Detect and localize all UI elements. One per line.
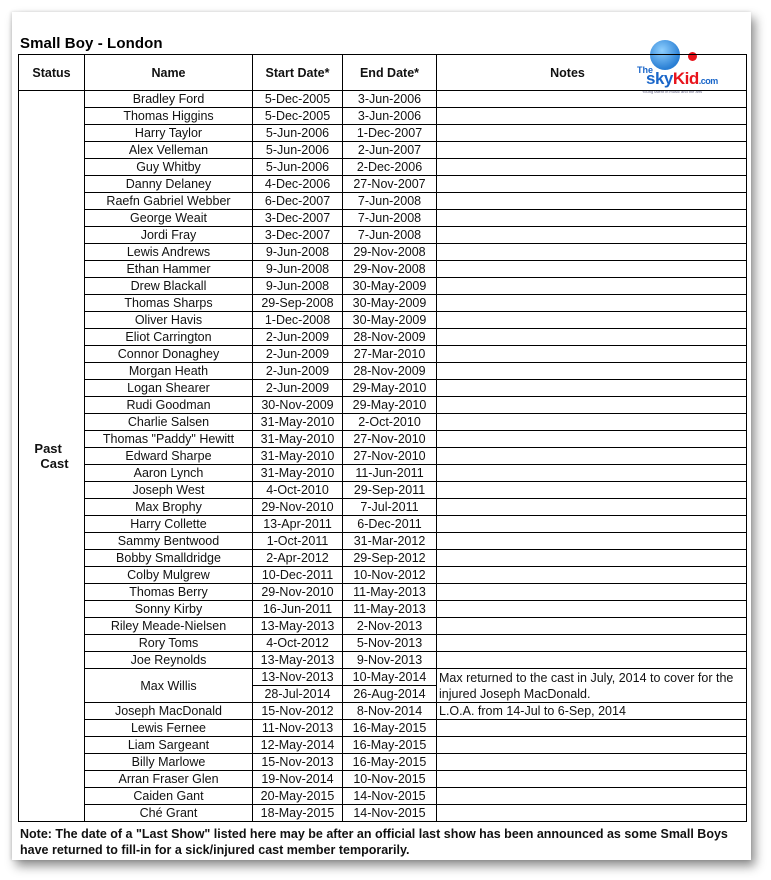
name-cell: Arran Fraser Glen (85, 771, 253, 788)
start-date-cell: 31-May-2010 (253, 448, 343, 465)
notes-cell (437, 516, 747, 533)
notes-cell (437, 278, 747, 295)
start-date-cell: 3-Dec-2007 (253, 210, 343, 227)
name-cell: Guy Whitby (85, 159, 253, 176)
name-cell: Thomas "Paddy" Hewitt (85, 431, 253, 448)
notes-cell (437, 754, 747, 771)
start-date-cell: 12-May-2014 (253, 737, 343, 754)
table-row (19, 754, 747, 771)
end-date-cell: 11-May-2013 (343, 601, 437, 618)
end-date-cell: 2-Oct-2010 (343, 414, 437, 431)
start-date-cell: 30-Nov-2009 (253, 397, 343, 414)
name-cell: Colby Mulgrew (85, 567, 253, 584)
table-row (19, 482, 747, 499)
end-date-cell: 29-Nov-2008 (343, 244, 437, 261)
name-cell: Oliver Havis (85, 312, 253, 329)
table-row (19, 193, 747, 210)
end-date-cell: 10-Nov-2015 (343, 771, 437, 788)
name-cell: Harry Taylor (85, 125, 253, 142)
name-cell: Connor Donaghey (85, 346, 253, 363)
start-date-cell: 13-May-2013 (253, 618, 343, 635)
notes-cell: L.O.A. from 14-Jul to 6-Sep, 2014 (437, 703, 747, 720)
table-row (19, 261, 747, 278)
table-row (19, 312, 747, 329)
notes-cell (437, 618, 747, 635)
notes-cell (437, 448, 747, 465)
end-date-cell: 16-May-2015 (343, 737, 437, 754)
start-date-cell: 19-Nov-2014 (253, 771, 343, 788)
table-row (19, 227, 747, 244)
name-cell: Alex Velleman (85, 142, 253, 159)
name-cell: Riley Meade-Nielsen (85, 618, 253, 635)
notes-cell (437, 499, 747, 516)
table-row (19, 363, 747, 380)
start-date-cell: 6-Dec-2007 (253, 193, 343, 210)
start-date-cell: 2-Jun-2009 (253, 363, 343, 380)
start-date-cell: 4-Dec-2006 (253, 176, 343, 193)
end-date-cell: 6-Dec-2011 (343, 516, 437, 533)
end-date-cell: 7-Jun-2008 (343, 210, 437, 227)
start-date-cell: 18-May-2015 (253, 805, 343, 822)
name-cell: Joe Reynolds (85, 652, 253, 669)
notes-cell (437, 346, 747, 363)
start-date-cell: 31-May-2010 (253, 465, 343, 482)
start-date-cell: 4-Oct-2012 (253, 635, 343, 652)
notes-cell (437, 652, 747, 669)
cast-table (18, 54, 747, 822)
notes-cell (437, 380, 747, 397)
table-row (19, 652, 747, 669)
start-date-cell: 9-Jun-2008 (253, 278, 343, 295)
name-cell: Ché Grant (85, 805, 253, 822)
table-row (19, 635, 747, 652)
name-cell: Max Willis (85, 669, 253, 703)
notes-cell (437, 295, 747, 312)
end-date-cell: 9-Nov-2013 (343, 652, 437, 669)
end-date-cell: 16-May-2015 (343, 754, 437, 771)
header-start-date: Start Date* (253, 55, 343, 91)
start-date-cell: 2-Jun-2009 (253, 329, 343, 346)
name-cell: Bradley Ford (85, 91, 253, 108)
notes-cell (437, 567, 747, 584)
name-cell: Joseph MacDonald (85, 703, 253, 720)
table-row (19, 465, 747, 482)
notes-cell (437, 737, 747, 754)
table-row (19, 431, 747, 448)
name-cell: Max Brophy (85, 499, 253, 516)
start-date-cell: 15-Nov-2012 (253, 703, 343, 720)
end-date-cell: 2-Dec-2006 (343, 159, 437, 176)
name-cell: George Weait (85, 210, 253, 227)
name-cell: Liam Sargeant (85, 737, 253, 754)
notes-cell (437, 142, 747, 159)
end-date-cell: 11-Jun-2011 (343, 465, 437, 482)
end-date-cell: 30-May-2009 (343, 278, 437, 295)
table-row (19, 516, 747, 533)
start-date-cell: 28-Jul-2014 (253, 686, 343, 703)
end-date-cell: 3-Jun-2006 (343, 108, 437, 125)
table-row (19, 329, 747, 346)
end-date-cell: 16-May-2015 (343, 720, 437, 737)
end-date-cell: 27-Nov-2007 (343, 176, 437, 193)
notes-cell (437, 159, 747, 176)
name-cell: Charlie Salsen (85, 414, 253, 431)
start-date-cell: 5-Jun-2006 (253, 125, 343, 142)
status-label (34, 441, 68, 471)
name-cell: Aaron Lynch (85, 465, 253, 482)
table-row (19, 414, 747, 431)
table-row (19, 295, 747, 312)
table-row (19, 533, 747, 550)
table-row (19, 805, 747, 822)
logo-tagline: Young talent in music and the arts (642, 89, 703, 94)
notes-cell (437, 125, 747, 142)
name-cell: Raefn Gabriel Webber (85, 193, 253, 210)
notes-cell (437, 329, 747, 346)
end-date-cell: 29-Nov-2008 (343, 261, 437, 278)
start-date-cell: 10-Dec-2011 (253, 567, 343, 584)
header-status: Status (19, 55, 85, 91)
table-row (19, 176, 747, 193)
notes-cell (437, 601, 747, 618)
notes-cell (437, 176, 747, 193)
name-cell: Rory Toms (85, 635, 253, 652)
end-date-cell: 28-Nov-2009 (343, 329, 437, 346)
name-cell: Ethan Hammer (85, 261, 253, 278)
start-date-cell: 16-Jun-2011 (253, 601, 343, 618)
start-date-cell: 1-Oct-2011 (253, 533, 343, 550)
table-row (19, 737, 747, 754)
notes-cell (437, 771, 747, 788)
end-date-cell: 10-May-2014 (343, 669, 437, 686)
name-cell: Rudi Goodman (85, 397, 253, 414)
name-cell: Sammy Bentwood (85, 533, 253, 550)
start-date-cell: 11-Nov-2013 (253, 720, 343, 737)
start-date-cell: 5-Jun-2006 (253, 159, 343, 176)
table-row (19, 159, 747, 176)
table-row (19, 703, 747, 720)
notes-cell (437, 465, 747, 482)
table-row (19, 210, 747, 227)
start-date-cell: 5-Jun-2006 (253, 142, 343, 159)
end-date-cell: 2-Jun-2007 (343, 142, 437, 159)
start-date-cell: 2-Apr-2012 (253, 550, 343, 567)
start-date-cell: 1-Dec-2008 (253, 312, 343, 329)
start-date-cell: 13-Apr-2011 (253, 516, 343, 533)
table-row (19, 669, 747, 686)
end-date-cell: 7-Jun-2008 (343, 227, 437, 244)
name-cell: Lewis Andrews (85, 244, 253, 261)
header-name: Name (85, 55, 253, 91)
start-date-cell: 9-Jun-2008 (253, 244, 343, 261)
name-cell: Joseph West (85, 482, 253, 499)
start-date-cell: 9-Jun-2008 (253, 261, 343, 278)
name-cell: Jordi Fray (85, 227, 253, 244)
end-date-cell: 29-May-2010 (343, 397, 437, 414)
notes-cell (437, 244, 747, 261)
notes-cell (437, 635, 747, 652)
end-date-cell: 14-Nov-2015 (343, 805, 437, 822)
table-row (19, 380, 747, 397)
end-date-cell: 7-Jun-2008 (343, 193, 437, 210)
name-cell: Morgan Heath (85, 363, 253, 380)
start-date-cell: 29-Sep-2008 (253, 295, 343, 312)
start-date-cell: 2-Jun-2009 (253, 346, 343, 363)
end-date-cell: 3-Jun-2006 (343, 91, 437, 108)
table-row (19, 584, 747, 601)
notes-cell (437, 550, 747, 567)
status-line-1: Past (34, 441, 62, 456)
notes-cell (437, 482, 747, 499)
end-date-cell: 30-May-2009 (343, 312, 437, 329)
notes-cell: Max returned to the cast in July, 2014 to cover for the injured Joseph MacDonald. (437, 669, 747, 703)
start-date-cell: 3-Dec-2007 (253, 227, 343, 244)
status-cell (19, 91, 85, 822)
name-cell: Eliot Carrington (85, 329, 253, 346)
table-row (19, 346, 747, 363)
name-cell: Logan Shearer (85, 380, 253, 397)
name-cell: Bobby Smalldridge (85, 550, 253, 567)
logo-dotcom: .com (698, 76, 718, 86)
notes-cell (437, 363, 747, 380)
end-date-cell: 2-Nov-2013 (343, 618, 437, 635)
end-date-cell: 27-Mar-2010 (343, 346, 437, 363)
table-row (19, 550, 747, 567)
notes-cell (437, 108, 747, 125)
end-date-cell: 27-Nov-2010 (343, 448, 437, 465)
table-row (19, 108, 747, 125)
notes-cell (437, 193, 747, 210)
notes-cell (437, 431, 747, 448)
start-date-cell: 2-Jun-2009 (253, 380, 343, 397)
notes-cell (437, 312, 747, 329)
table-row (19, 278, 747, 295)
start-date-cell: 4-Oct-2010 (253, 482, 343, 499)
end-date-cell: 5-Nov-2013 (343, 635, 437, 652)
notes-cell (437, 210, 747, 227)
name-cell: Lewis Fernee (85, 720, 253, 737)
header-notes-label: Notes (550, 65, 585, 80)
name-cell: Thomas Sharps (85, 295, 253, 312)
start-date-cell: 29-Nov-2010 (253, 584, 343, 601)
table-row (19, 771, 747, 788)
end-date-cell: 1-Dec-2007 (343, 125, 437, 142)
start-date-cell: 31-May-2010 (253, 414, 343, 431)
start-date-cell: 5-Dec-2005 (253, 108, 343, 125)
notes-cell (437, 584, 747, 601)
name-cell: Caiden Gant (85, 788, 253, 805)
name-cell: Drew Blackall (85, 278, 253, 295)
header-notes (437, 55, 747, 91)
end-date-cell: 10-Nov-2012 (343, 567, 437, 584)
end-date-cell: 29-Sep-2011 (343, 482, 437, 499)
notes-cell (437, 788, 747, 805)
logo-kid: Kid (672, 69, 699, 88)
name-cell: Thomas Higgins (85, 108, 253, 125)
start-date-cell: 20-May-2015 (253, 788, 343, 805)
name-cell: Edward Sharpe (85, 448, 253, 465)
end-date-cell: 11-May-2013 (343, 584, 437, 601)
start-date-cell: 13-May-2013 (253, 652, 343, 669)
name-cell: Sonny Kirby (85, 601, 253, 618)
status-line-2: Cast (40, 456, 69, 471)
table-row (19, 720, 747, 737)
table-row (19, 142, 747, 159)
logo-the: The (637, 65, 654, 75)
name-cell: Thomas Berry (85, 584, 253, 601)
logo-sky: sky (646, 69, 673, 88)
name-cell: Danny Delaney (85, 176, 253, 193)
end-date-cell: 14-Nov-2015 (343, 788, 437, 805)
start-date-cell: 15-Nov-2013 (253, 754, 343, 771)
notes-cell (437, 91, 747, 108)
name-cell: Harry Collette (85, 516, 253, 533)
footnote: Note: The date of a "Last Show" listed here may be after an official last show has been announced as some Small Boys have returned to fill-in for a sick/injured cast member temporarily. (20, 827, 728, 857)
end-date-cell: 31-Mar-2012 (343, 533, 437, 550)
notes-cell (437, 720, 747, 737)
table-row (19, 499, 747, 516)
end-date-cell: 30-May-2009 (343, 295, 437, 312)
header-end-date: End Date* (343, 55, 437, 91)
table-row (19, 601, 747, 618)
table-row (19, 567, 747, 584)
name-cell: Billy Marlowe (85, 754, 253, 771)
notes-cell (437, 397, 747, 414)
end-date-cell: 26-Aug-2014 (343, 686, 437, 703)
table-row (19, 788, 747, 805)
table-row (19, 244, 747, 261)
end-date-cell: 29-Sep-2012 (343, 550, 437, 567)
end-date-cell: 29-May-2010 (343, 380, 437, 397)
start-date-cell: 29-Nov-2010 (253, 499, 343, 516)
end-date-cell: 8-Nov-2014 (343, 703, 437, 720)
start-date-cell: 31-May-2010 (253, 431, 343, 448)
start-date-cell: 5-Dec-2005 (253, 91, 343, 108)
table-row (19, 397, 747, 414)
table-header-row (19, 55, 747, 91)
notes-cell (437, 414, 747, 431)
document-title: Small Boy - London (20, 35, 163, 52)
table-row (19, 618, 747, 635)
table-row (19, 91, 747, 108)
end-date-cell: 7-Jul-2011 (343, 499, 437, 516)
end-date-cell: 28-Nov-2009 (343, 363, 437, 380)
start-date-cell: 13-Nov-2013 (253, 669, 343, 686)
notes-cell (437, 533, 747, 550)
notes-cell (437, 261, 747, 278)
notes-cell (437, 227, 747, 244)
table-row (19, 448, 747, 465)
end-date-cell: 27-Nov-2010 (343, 431, 437, 448)
notes-cell (437, 805, 747, 822)
table-row (19, 125, 747, 142)
